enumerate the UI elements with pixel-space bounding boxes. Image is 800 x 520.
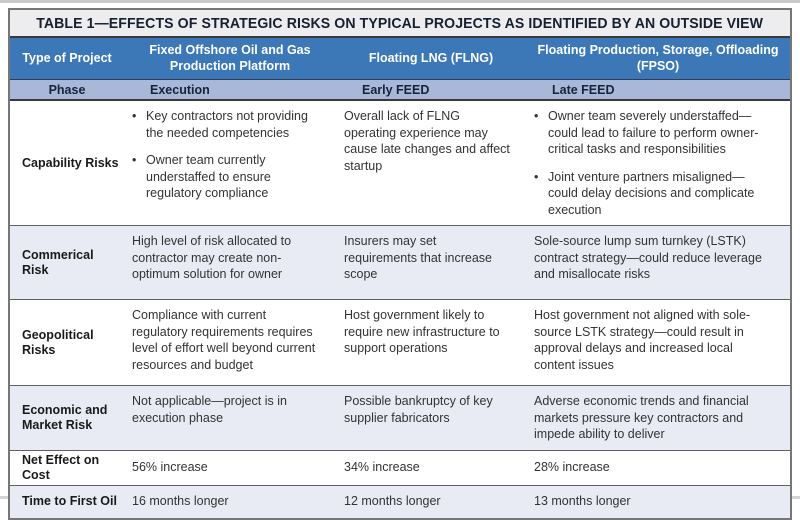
- cell-capability-fpso: [526, 101, 790, 225]
- table-title-bar: [10, 10, 790, 38]
- list-item: [132, 108, 320, 141]
- table-row-commerical-risk: [10, 225, 790, 299]
- bullet-icon: •: [132, 153, 137, 167]
- page-top-edge: [0, 0, 800, 3]
- phase-label: Phase: [48, 82, 86, 97]
- list-item: [534, 108, 774, 158]
- bullet-text: Owner team currently understaffed to ensure regulatory compliance: [146, 153, 271, 200]
- phase-fpso: Late FEED: [552, 82, 615, 97]
- cell-commerical-fpso: Sole-source lump sum turnkey (LSTK) contract strategy—could reduce leverage and misallocate risks: [534, 234, 762, 281]
- cell-net-effect-flng: 34% increase: [344, 460, 420, 475]
- header-type-of-project: Type of Project: [22, 50, 112, 65]
- strategic-risks-table: [8, 8, 792, 520]
- header-flng: Floating LNG (FLNG): [368, 50, 494, 65]
- table-row-time-to-first-oil: [10, 485, 790, 518]
- cell-capability-flng: Overall lack of FLNG operating experience may cause late changes and affect startup: [344, 109, 510, 173]
- bullet-icon: •: [534, 169, 539, 184]
- table-title: TABLE 1—EFFECTS OF STRATEGIC RISKS ON TYPICAL PROJECTS AS IDENTIFIED BY AN OUTSIDE VIEW: [36, 14, 764, 32]
- header-fixed-platform: Fixed Offshore Oil and Gas Production Platform: [149, 42, 311, 73]
- phase-row: [10, 80, 790, 101]
- cell-time-flng: 12 months longer: [344, 494, 441, 509]
- cell-geopolitical-fixed: Compliance with current regulatory requirements requires level of effort well beyond current resources and budget: [132, 308, 316, 372]
- bullet-text: Key contractors not providing the needed competencies: [146, 109, 308, 140]
- cell-geopolitical-fpso: Host government not aligned with sole-source LSTK strategy—could result in approval delays and increased local content issues: [534, 308, 751, 372]
- phase-flng: Early FEED: [362, 82, 430, 97]
- table-row-geopolitical-risks: [10, 299, 790, 385]
- cell-economic-flng: Possible bankruptcy of key supplier fabricators: [344, 394, 493, 425]
- cell-economic-fixed: Not applicable—project is in execution phase: [132, 394, 287, 425]
- row-label-commerical-risk: Commerical Risk: [22, 247, 94, 277]
- row-label-capability-risks: Capability Risks: [22, 155, 119, 170]
- cell-geopolitical-flng: Host government likely to require new infrastructure to support operations: [344, 308, 500, 355]
- table-row-net-effect-on-cost: [10, 450, 790, 485]
- list-item: [132, 152, 320, 202]
- row-label-net-effect-on-cost: Net Effect on Cost: [22, 452, 100, 482]
- cell-commerical-fixed: High level of risk allocated to contractor may create non-optimum solution for owner: [132, 234, 292, 281]
- cell-time-fpso: 13 months longer: [534, 494, 631, 509]
- row-label-geopolitical-risks: Geopolitical Risks: [22, 327, 94, 357]
- bullet-icon: •: [132, 109, 137, 123]
- cell-economic-fpso: Adverse economic trends and financial markets pressure key contractors and impede ability to deliver: [534, 394, 749, 441]
- cell-time-fixed: 16 months longer: [132, 494, 229, 509]
- bullet-text: Joint venture partners misaligned—could delay decisions and complicate execution: [548, 169, 755, 217]
- list-item: [534, 169, 774, 219]
- row-label-economic-market-risk: Economic and Market Risk: [22, 402, 108, 432]
- cell-net-effect-fpso: 28% increase: [534, 460, 610, 475]
- table-row-economic-market-risk: [10, 385, 790, 450]
- header-fpso: Floating Production, Storage, Offloading (FPSO): [537, 42, 779, 73]
- bullet-text: Owner team severely understaffed—could lead to failure to perform owner-critical tasks and responsibilities: [548, 109, 759, 156]
- phase-fixed: Execution: [150, 82, 210, 97]
- column-header-row: [10, 38, 790, 80]
- table-row-capability-risks: [10, 101, 790, 225]
- cell-capability-fixed: [124, 101, 336, 225]
- bullet-icon: •: [534, 109, 539, 123]
- cell-commerical-flng: Insurers may set requirements that increase scope: [344, 234, 492, 281]
- row-label-time-to-first-oil: Time to First Oil: [22, 494, 117, 508]
- cell-net-effect-fixed: 56% increase: [132, 460, 208, 475]
